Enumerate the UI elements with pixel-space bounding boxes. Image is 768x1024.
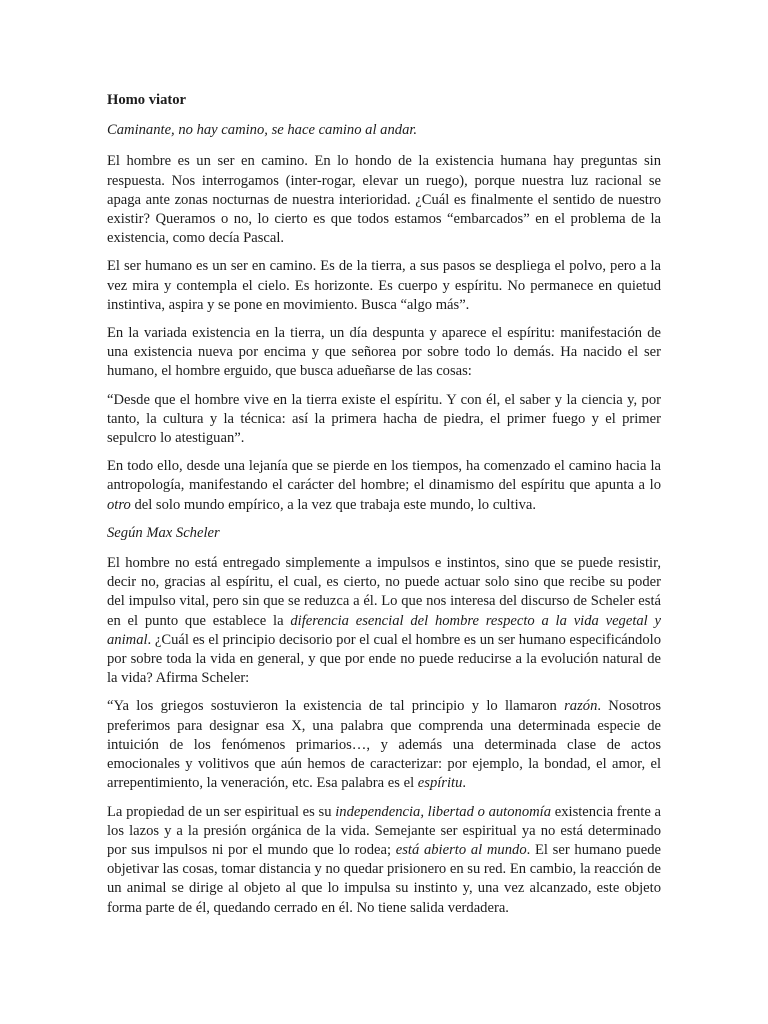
text-run: del solo mundo empírico, a la vez que trabaja este mundo, lo cultiva. [130,496,537,513]
text-run: . El ser humano puede objetivar las cosas, tomar distancia y no quedar prisionero en su red. En cambio, la reacción de un animal se dirige al objeto al que lo impulsa su instinto y, una vez alcanzado, este objeto forma parte de él, quedando cerrado en él. No tiene salida verdadera. [107,841,661,916]
text-run: En la variada existencia en la tierra, un día despunta y aparece el espíritu: manifestación de una existencia nueva por encima y que señorea por sobre todo lo demás. Ha nacido el ser humano, el hombre erguido, que busca adueñarse de las cosas: [107,325,661,380]
paragraph [107,554,661,688]
paragraph [107,803,661,918]
italic-text: diferencia esencial del hombre respecto a la vida vegetal y animal [107,612,662,648]
quote-paragraph [107,697,661,793]
section-heading: Según Max Scheler [107,524,220,541]
text-run: “Desde que el hombre vive en la tierra existe el espíritu. Y con él, el saber y la ciencia y, por tanto, la cultura y la técnica: así la primera hacha de piedra, el primer fuego y el primer sepulcro lo atestiguan”. [107,391,661,447]
paragraph-group-1 [107,152,661,514]
text-run: “Ya los griegos sostuvieron la existencia de tal principio y lo llamaron [107,698,565,715]
paragraph-group-2 [107,554,661,918]
italic-text: razón [564,698,598,715]
text-run: . [462,775,467,792]
text-run: En todo ello, desde una lejanía que se pierde en los tiempos, ha comenzado el camino hacia la antropología, manifestando el carácter del hombre; el dinamismo del espíritu que apunta a lo [107,458,661,494]
italic-text: espíritu [417,775,463,792]
paragraph [107,152,661,248]
document-title: Homo viator [107,92,187,108]
text-run: El ser humano es un ser en camino. Es de la tierra, a sus pasos se despliega el polvo, pero a la vez mira y contempla el cielo. Es horizonte. Es cuerpo y espíritu. No permanece en quietud instintiva, aspira y se pone en movimiento. Busca “algo más”. [107,258,661,313]
paragraph [107,324,661,382]
paragraph [107,457,661,515]
text-run: El hombre no está entregado simplemente a impulsos e instintos, sino que se puede resistir, decir no, gracias al espíritu, el cual, es cierto, no puede actuar solo sino que recibe su poder del impulso vital, pero sin que se reduzca a él. Lo que nos interesa del discurso de Scheler está en el punto que establece la [107,555,661,629]
document-page [107,91,661,927]
italic-text: independencia, libertad o autonomía [335,803,552,820]
text-run: existencia frente a los lazos y a la presión orgánica de la vida. Semejante ser espiritual ya no está determinado por sus impulsos ni por el mundo que lo rodea; [107,803,661,858]
text-run: La propiedad de un ser espiritual es su [107,803,336,820]
italic-text: está abierto al mundo [395,841,527,858]
text-run: . ¿Cuál es el principio decisorio por el cual el hombre es un ser humano especificándolo por sobre toda la vida en general, y que por ende no puede reducirse a la evolución natural de la vida? Afirma Scheler: [107,631,661,687]
italic-text: otro [107,496,131,513]
text-run: . Nosotros preferimos para designar esa X, una palabra que comprenda una determinada especie de intuición de los fenómenos primarios…, y además una determinada clase de actos emocionales y volitivos que aún hemos de caracterizar: por ejemplo, la bondad, el amor, el arrepentimiento, la veneración, etc. Esa palabra es el [107,698,662,792]
text-run: El hombre es un ser en camino. En lo hondo de la existencia humana hay preguntas sin respuesta. Nos interrogamos (inter-rogar, elevar un ruego), porque nuestra luz racional se apaga ante zonas nocturnas de nuestra interioridad. ¿Cuál es finalmente el sentido de nuestro existir? Queramos o no, lo cierto es que todos estamos “embarcados” en el problema de la existencia, como decía Pascal. [107,153,661,247]
epigraph: Caminante, no hay camino, se hace camino al andar. [107,122,418,139]
quote-paragraph [107,391,661,449]
paragraph [107,257,661,315]
